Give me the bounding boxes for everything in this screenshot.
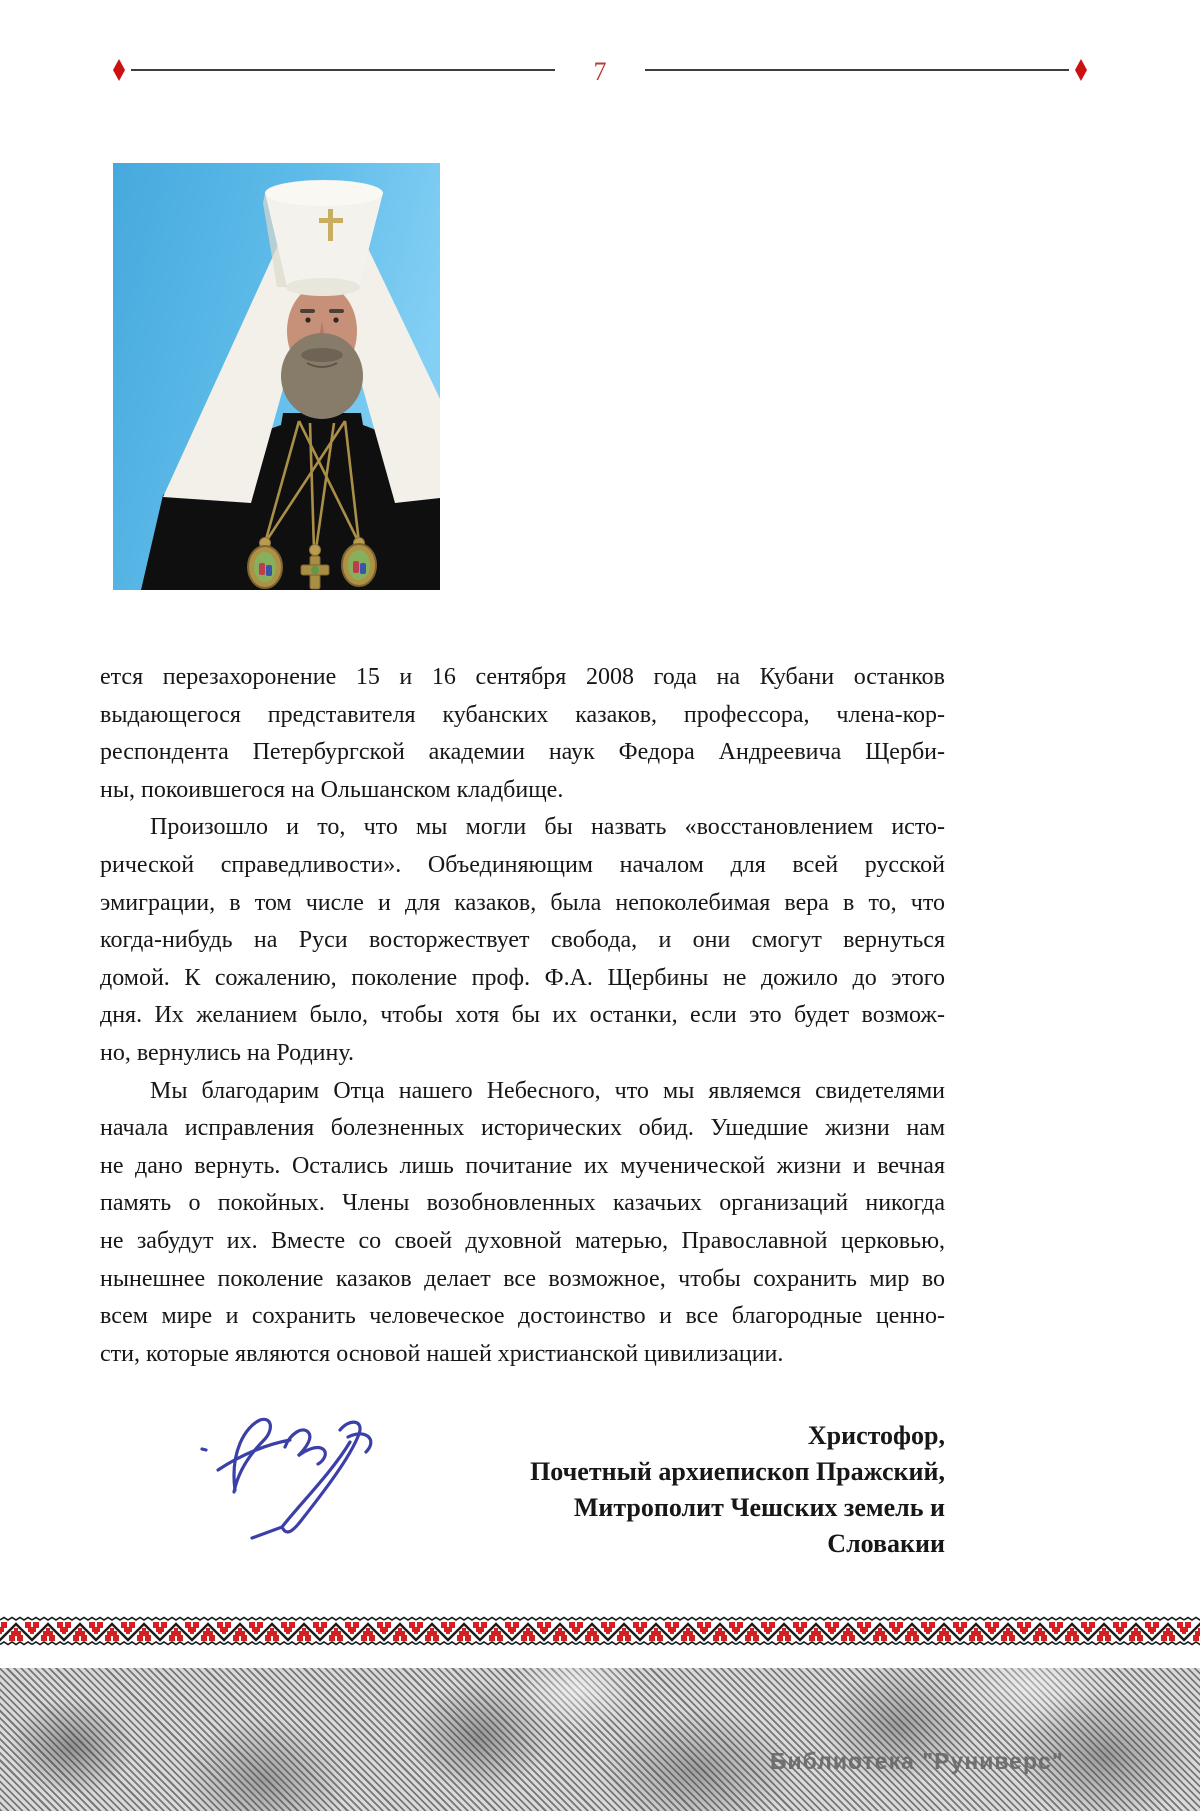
- text-line: память о покойных. Члены возобновленных казачьих организаций никогда: [100, 1190, 945, 1217]
- text-line: домой. К сожалению, поколение проф. Ф.А. Щербины не дожило до этого: [100, 964, 945, 991]
- text-line: нынешнее поколение казаков делает все возможное, чтобы сохранить мир во: [100, 1265, 945, 1292]
- page-header: [0, 55, 1200, 85]
- text-line: сти, которые являются основой нашей христианской цивилизации.: [100, 1340, 784, 1367]
- text-line: Митрополит Чешских земель и Словакии: [573, 1493, 945, 1558]
- portrait-illustration: [113, 163, 440, 590]
- header-diamond-left-icon: [113, 59, 125, 81]
- header-diamond-right-icon: [1075, 59, 1087, 81]
- signature-ink: [190, 1392, 410, 1547]
- text-line: Мы благодарим Отца нашего Небесного, что мы являемся свидетелями: [150, 1077, 945, 1104]
- text-line: эмиграции, в том числе и для казаков, была непоколебимая вера в то, что: [100, 889, 945, 916]
- text-line: респондента Петербургской академии наук Федора Андреевича Щерби-: [100, 739, 945, 766]
- text-line: рической справедливости». Объединяющим началом для всей русской: [100, 851, 945, 878]
- text-line: не забудут их. Вместе со своей духовной матерью, Православной церковью,: [100, 1227, 945, 1254]
- folk-ornament-band: [0, 1616, 1200, 1648]
- footer-engraving-image: [0, 1668, 1200, 1811]
- page-number: 7: [593, 57, 607, 86]
- text-line: выдающегося представителя кубанских казаков, профессора, члена-кор-: [100, 701, 945, 728]
- text-line: не дано вернуть. Остались лишь почитание их мученической жизни и вечная: [100, 1152, 945, 1179]
- text-line: Произошло и то, что мы могли бы назвать «восстановлением исто-: [150, 814, 945, 841]
- text-line: но, вернулись на Родину.: [100, 1039, 354, 1066]
- body-text: [100, 659, 945, 1373]
- text-line: дня. Их желанием было, чтобы хотя бы их останки, если это будет возмож-: [100, 1002, 945, 1029]
- signature-attribution: [500, 1418, 945, 1562]
- text-line: Христофор,: [807, 1421, 945, 1450]
- metropolitan-portrait-photo: [113, 163, 440, 590]
- library-watermark: Библиотека "Руниверс": [770, 1748, 1064, 1774]
- text-line: Почетный архиепископ Пражский,: [530, 1457, 945, 1486]
- header-rule-right: [645, 69, 1069, 71]
- header-rule-left: [131, 69, 555, 71]
- text-line: ны, покоившегося на Ольшанском кладбище.: [100, 776, 564, 803]
- text-line: ется перезахоронение 15 и 16 сентября 2008 года на Кубани останков: [100, 664, 945, 690]
- text-line: когда-нибудь на Руси восторжествует свобода, и они смогут вернуться: [100, 927, 945, 954]
- text-line: начала исправления болезненных исторических обид. Ушедшие жизни нам: [100, 1115, 945, 1142]
- text-line: всем мире и сохранить человеческое достоинство и все благородные ценно-: [100, 1303, 945, 1330]
